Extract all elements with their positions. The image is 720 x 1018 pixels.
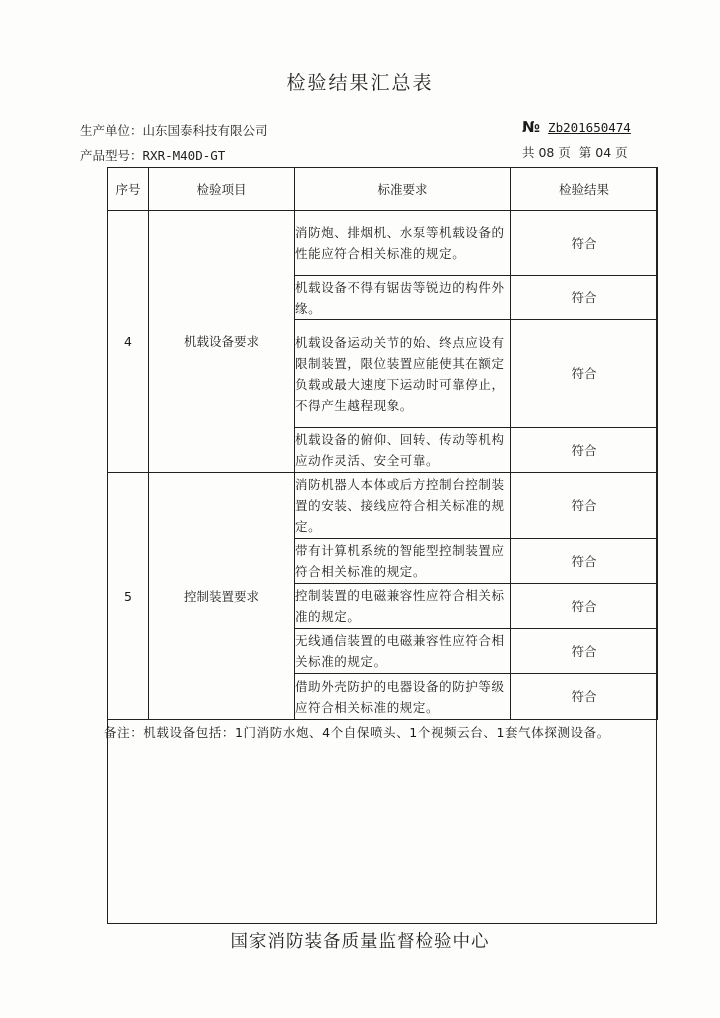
results-table xyxy=(107,167,658,720)
producer-label: 生产单位： xyxy=(80,123,143,138)
requirement-cell: 消防炮、排烟机、水泵等机载设备的性能应符合相关标准的规定。 xyxy=(295,211,511,276)
result-cell: 符合 xyxy=(511,473,658,539)
result-cell: 符合 xyxy=(511,428,658,473)
model-label: 产品型号： xyxy=(80,148,143,163)
result-cell: 符合 xyxy=(511,674,658,720)
report-number xyxy=(522,118,631,136)
report-number-value: Zb201650474 xyxy=(548,120,631,135)
group-number: 4 xyxy=(108,211,149,473)
group-item: 机载设备要求 xyxy=(149,211,295,473)
producer-value: 山东国泰科技有限公司 xyxy=(142,123,268,138)
header-result: 检验结果 xyxy=(511,168,658,211)
header-requirement: 标准要求 xyxy=(295,168,511,211)
group-number: 5 xyxy=(108,473,149,720)
header-number: 序号 xyxy=(108,168,149,211)
report-number-symbol: № xyxy=(522,118,541,136)
requirement-cell: 借助外壳防护的电器设备的防护等级应符合相关标准的规定。 xyxy=(295,674,511,720)
requirement-cell: 消防机器人本体或后方控制台控制装置的安装、接线应符合相关标准的规定。 xyxy=(295,473,511,539)
result-cell: 符合 xyxy=(511,584,658,629)
issuer-footer: 国家消防装备质量监督检验中心 xyxy=(230,932,490,952)
group-item: 控制装置要求 xyxy=(149,473,295,720)
page-title: 检验结果汇总表 xyxy=(286,72,434,94)
requirement-cell: 控制装置的电磁兼容性应符合相关标准的规定。 xyxy=(295,584,511,629)
requirement-cell: 带有计算机系统的智能型控制装置应符合相关标准的规定。 xyxy=(295,539,511,584)
header-item: 检验项目 xyxy=(149,168,295,211)
result-cell: 符合 xyxy=(511,629,658,674)
model-value: RXR-M40D-GT xyxy=(142,148,226,163)
requirement-cell: 机载设备不得有锯齿等锐边的构件外缘。 xyxy=(295,276,511,320)
table-row xyxy=(108,473,658,539)
table-header-row xyxy=(108,168,658,211)
table-row xyxy=(108,211,658,276)
model-line xyxy=(80,146,225,164)
result-cell: 符合 xyxy=(511,211,658,276)
requirement-cell: 机载设备运动关节的始、终点应设有限制装置，限位装置应能使其在额定负载或最大速度下运动时可靠停止，不得产生越程现象。 xyxy=(295,320,511,428)
page-info: 共 08 页 第 04 页 xyxy=(522,145,628,160)
remarks-note: 备注：机载设备包括：1门消防水炮、4个自保喷头、1个视频云台、1套气体探测设备。 xyxy=(104,725,610,740)
result-cell: 符合 xyxy=(511,539,658,584)
producer-line xyxy=(80,121,268,139)
requirement-cell: 无线通信装置的电磁兼容性应符合相关标准的规定。 xyxy=(295,629,511,674)
result-cell: 符合 xyxy=(511,276,658,320)
requirement-cell: 机载设备的俯仰、回转、传动等机构应动作灵活、安全可靠。 xyxy=(295,428,511,473)
result-cell: 符合 xyxy=(511,320,658,428)
